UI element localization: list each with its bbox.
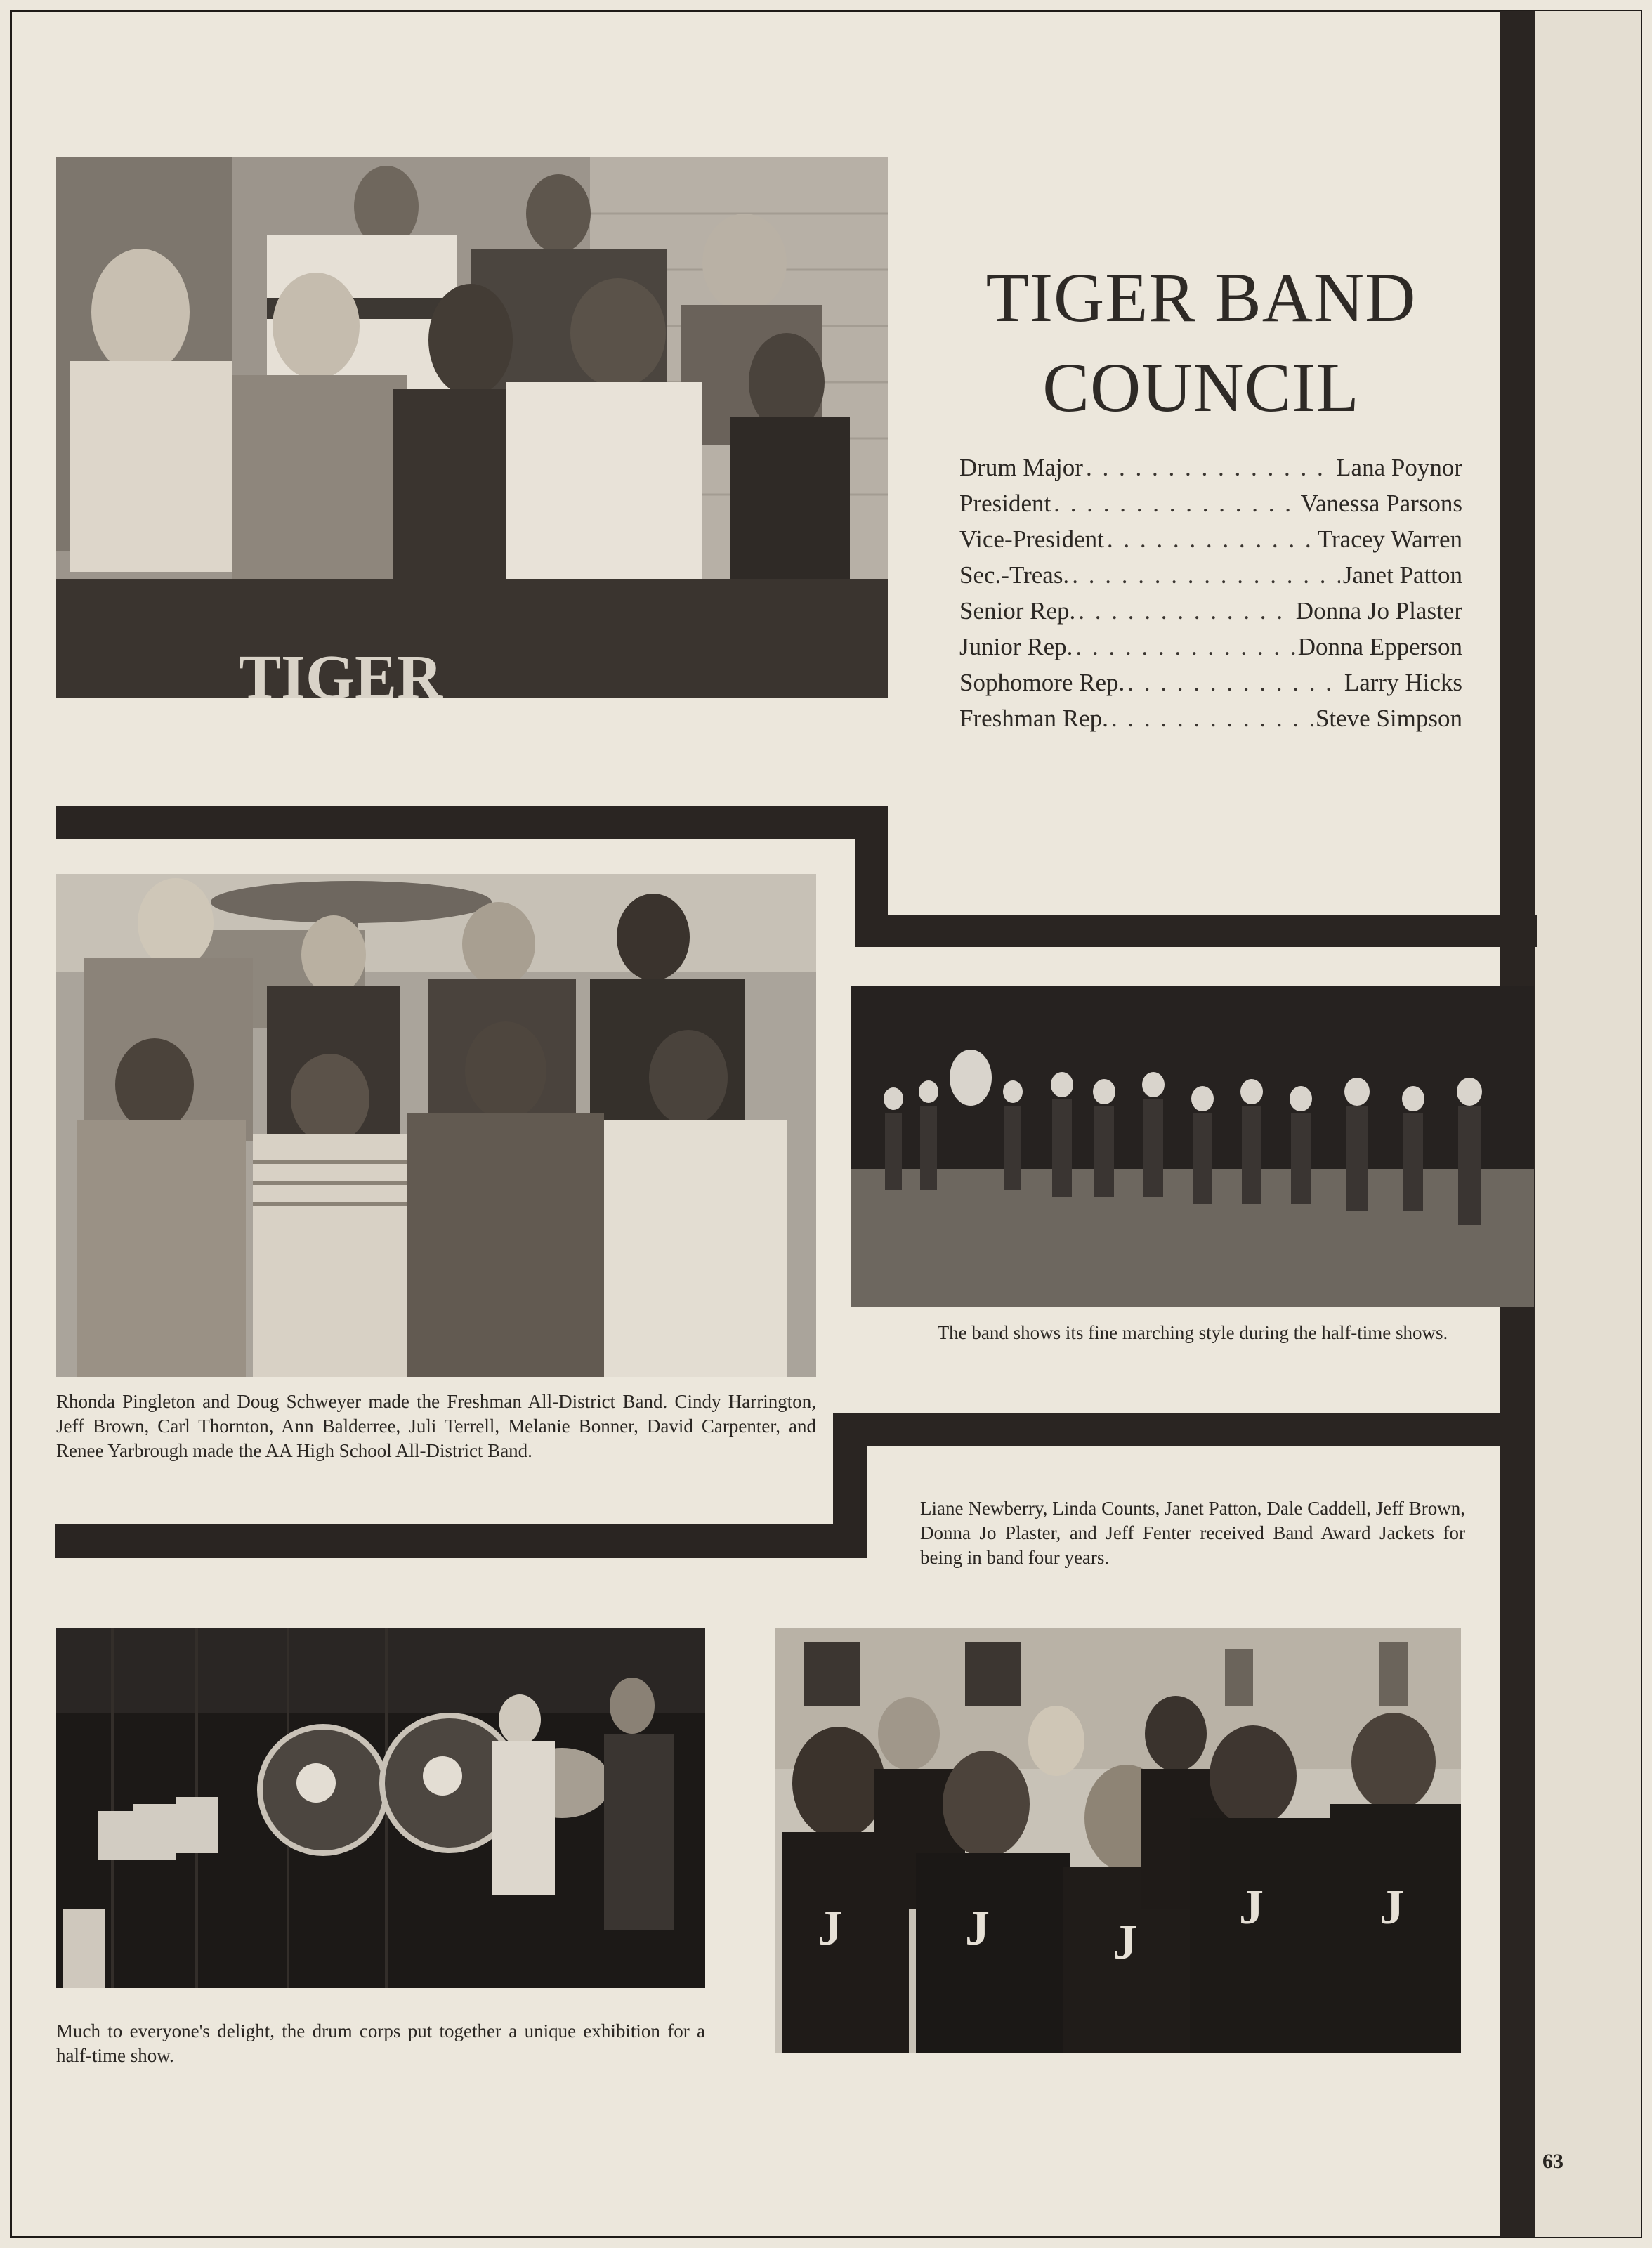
roster-row [959,521,1462,557]
roster-row [959,485,1462,521]
roster-row [959,557,1462,593]
divider-bar-upper-left [56,806,888,839]
roster-role: President [959,490,1051,517]
marching-caption: The band shows its fine marching style during the half-time shows. [937,1322,1448,1343]
roster-name: Larry Hicks [1344,669,1462,696]
council-group-photo [56,157,888,698]
roster-role: Sophomore Rep. [959,669,1125,696]
all-district-photo [56,874,816,1377]
roster-row [959,700,1462,736]
roster-role: Junior Rep. [959,633,1073,660]
roster-role: Drum Major [959,454,1083,481]
svg-text:J: J [1379,1881,1404,1935]
roster-role: Sec.-Treas. [959,561,1070,589]
roster-row [959,593,1462,629]
page-number: 63 [1542,2150,1563,2173]
all-district-caption: Rhonda Pingleton and Doug Schweyer made the Freshman All-District Band. Cindy Harrington, Jeff Brown, Carl Thornton, Ann Balderree, Juli Terrell, Melanie Bonner, David Carpenter, and Renee Yarbrough made the AA High School All-District Band. [56,1391,816,1461]
roster-row [959,450,1462,485]
leader-dots [1107,521,1315,557]
drum-corps-photo [56,1628,705,1988]
leader-dots [1075,629,1294,665]
drum-corps-caption: Much to everyone's delight, the drum corps put together a unique exhibition for a half-time show. [56,2020,705,2066]
roster-name: Tracey Warren [1317,525,1462,553]
leader-dots [1072,557,1340,593]
roster-name: Lana Poynor [1336,454,1462,481]
roster-name: Donna Jo Plaster [1295,597,1462,625]
leader-dots [1086,450,1333,485]
roster-role: Vice-President [959,525,1104,553]
roster-name: Vanessa Parsons [1300,490,1462,517]
roster-name: Donna Epperson [1297,633,1462,660]
roster-name: Janet Patton [1342,561,1462,589]
leader-dots [1054,485,1297,521]
leader-dots [1078,593,1293,629]
roster-row [959,665,1462,700]
title-line-2: COUNCIL [1042,348,1360,426]
award-jackets-caption: Liane Newberry, Linda Counts, Janet Patton, Dale Caddell, Jeff Brown, Donna Jo Plaster, and Jeff Fenter received Band Award Jackets for being in band four years. [920,1498,1465,1568]
svg-text:J: J [965,1902,990,1956]
divider-bar-upper-right [855,915,1537,947]
leader-dots [1127,665,1342,700]
marching-band-photo [851,986,1534,1307]
svg-text:J: J [1239,1881,1264,1935]
right-margin [1535,11,1641,2237]
svg-text:J: J [818,1902,842,1956]
divider-bar-lower-side [1500,1413,1533,1617]
svg-text:TIGER: TIGER [239,643,443,698]
roster-role: Freshman Rep. [959,705,1108,732]
award-jackets-photo [775,1628,1461,2053]
title-line-1: TIGER BAND [985,259,1417,336]
officer-roster [959,450,1462,736]
leader-dots [1111,700,1313,736]
divider-bar-lower-right [833,1413,1533,1446]
svg-text:J: J [1113,1916,1137,1970]
page-title [913,253,1489,433]
roster-row [959,629,1462,665]
roster-name: Steve Simpson [1315,705,1462,732]
roster-role: Senior Rep. [959,597,1076,625]
divider-bar-lower-left [55,1524,867,1558]
